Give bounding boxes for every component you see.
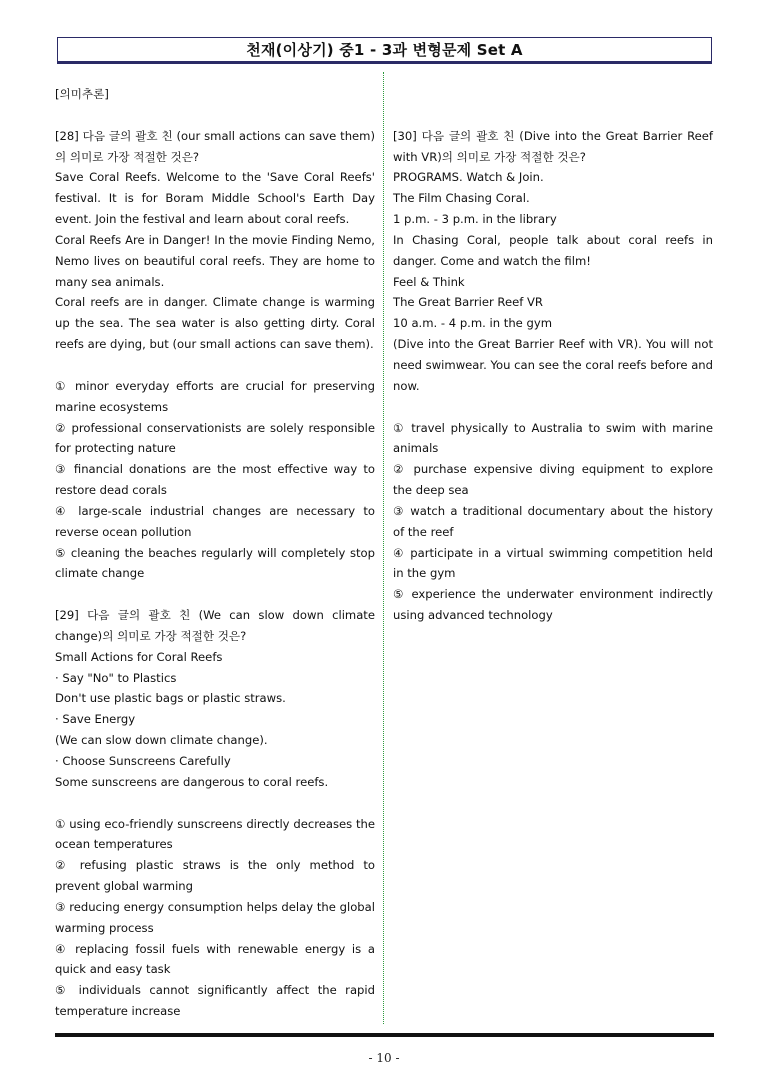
column-divider — [383, 72, 384, 1024]
question-28-stem: [28] 다음 글의 괄호 친 (our small actions can save them)의 의미로 가장 적절한 것은? — [55, 128, 375, 164]
q29-option-5: ⑤ individuals cannot significantly affect the rapid temperature increase — [55, 983, 375, 1019]
q28-option-5: ⑤ cleaning the beaches regularly will completely stop climate change — [55, 545, 375, 581]
q30-passage-line-6: The Great Barrier Reef VR — [393, 295, 543, 310]
q30-passage-line-4: In Chasing Coral, people talk about coral reefs in danger. Come and watch the film! — [393, 232, 713, 268]
q29-passage-line-2: · Say "No" to Plastics — [55, 670, 177, 685]
q28-passage-para-2: Coral Reefs Are in Danger! In the movie Finding Nemo, Nemo lives on beautiful coral reefs. They are home to many sea animals. — [55, 232, 375, 289]
q28-passage-para-3: Coral reefs are in danger. Climate change is warming up the sea. The sea water is also getting dirty. Coral reefs are dying, but (our small actions can save them). — [55, 295, 375, 352]
q30-option-3: ③ watch a traditional documentary about the history of the reef — [393, 503, 713, 539]
q28-option-1: ① minor everyday efforts are crucial for preserving marine ecosystems — [55, 378, 375, 414]
q30-passage-line-7: 10 a.m. - 4 p.m. in the gym — [393, 316, 553, 331]
q30-passage-line-2: The Film Chasing Coral. — [393, 191, 530, 206]
q28-option-2: ② professional conservationists are solely responsible for protecting nature — [55, 420, 375, 456]
q30-option-5: ⑤ experience the underwater environment indirectly using advanced technology — [393, 587, 713, 623]
page-number: - 10 - — [368, 1051, 400, 1065]
question-30-stem: [30] 다음 글의 괄호 친 (Dive into the Great Barrier Reef with VR)의 의미로 가장 적절한 것은? — [393, 128, 713, 164]
q29-option-3: ③ reducing energy consumption helps delay the global warming process — [55, 899, 375, 935]
q29-passage-line-7: Some sunscreens are dangerous to coral reefs. — [55, 774, 329, 789]
q29-option-2: ② refusing plastic straws is the only method to prevent global warming — [55, 858, 375, 894]
q30-option-4: ④ participate in a virtual swimming competition held in the gym — [393, 545, 713, 581]
q29-passage-line-1: Small Actions for Coral Reefs — [55, 649, 223, 664]
q29-passage-line-6: · Choose Sunscreens Carefully — [55, 754, 231, 768]
q28-option-4: ④ large-scale industrial changes are necessary to reverse ocean pollution — [55, 503, 375, 539]
q30-passage-line-5: Feel & Think — [393, 274, 465, 289]
q29-passage-line-5: (We can slow down climate change). — [55, 733, 268, 748]
q30-option-1: ① travel physically to Australia to swim with marine animals — [393, 420, 713, 456]
page-title: 천재(이상기) 중1 - 3과 변형문제 Set A — [57, 37, 712, 64]
q28-passage-para-1: Save Coral Reefs. Welcome to the 'Save Coral Reefs' festival. It is for Boram Middle School's Earth Day event. Join the festival and learn about coral reefs. — [55, 170, 375, 227]
bottom-rule — [55, 1033, 714, 1037]
q30-passage-line-8: (Dive into the Great Barrier Reef with VR). You will not need swimwear. You can see the coral reefs before and now. — [393, 337, 714, 393]
q29-passage-line-4: · Save Energy — [55, 712, 136, 727]
q29-passage-line-3: Don't use plastic bags or plastic straws. — [55, 691, 286, 706]
q29-option-4: ④ replacing fossil fuels with renewable energy is a quick and easy task — [55, 941, 375, 977]
q30-passage-line-3: 1 p.m. - 3 p.m. in the library — [393, 212, 557, 227]
q30-option-2: ② purchase expensive diving equipment to explore the deep sea — [393, 462, 713, 498]
q29-option-1: ① using eco-friendly sunscreens directly decreases the ocean temperatures — [55, 816, 375, 852]
section-label: [의미추론] — [55, 87, 109, 101]
q28-option-3: ③ financial donations are the most effective way to restore dead corals — [55, 462, 375, 498]
right-column — [393, 84, 713, 626]
q30-passage-line-1: PROGRAMS. Watch & Join. — [393, 170, 544, 185]
left-column — [55, 84, 375, 1022]
question-29-stem: [29] 다음 글의 괄호 친 (We can slow down climate change)의 의미로 가장 적절한 것은? — [55, 608, 375, 643]
